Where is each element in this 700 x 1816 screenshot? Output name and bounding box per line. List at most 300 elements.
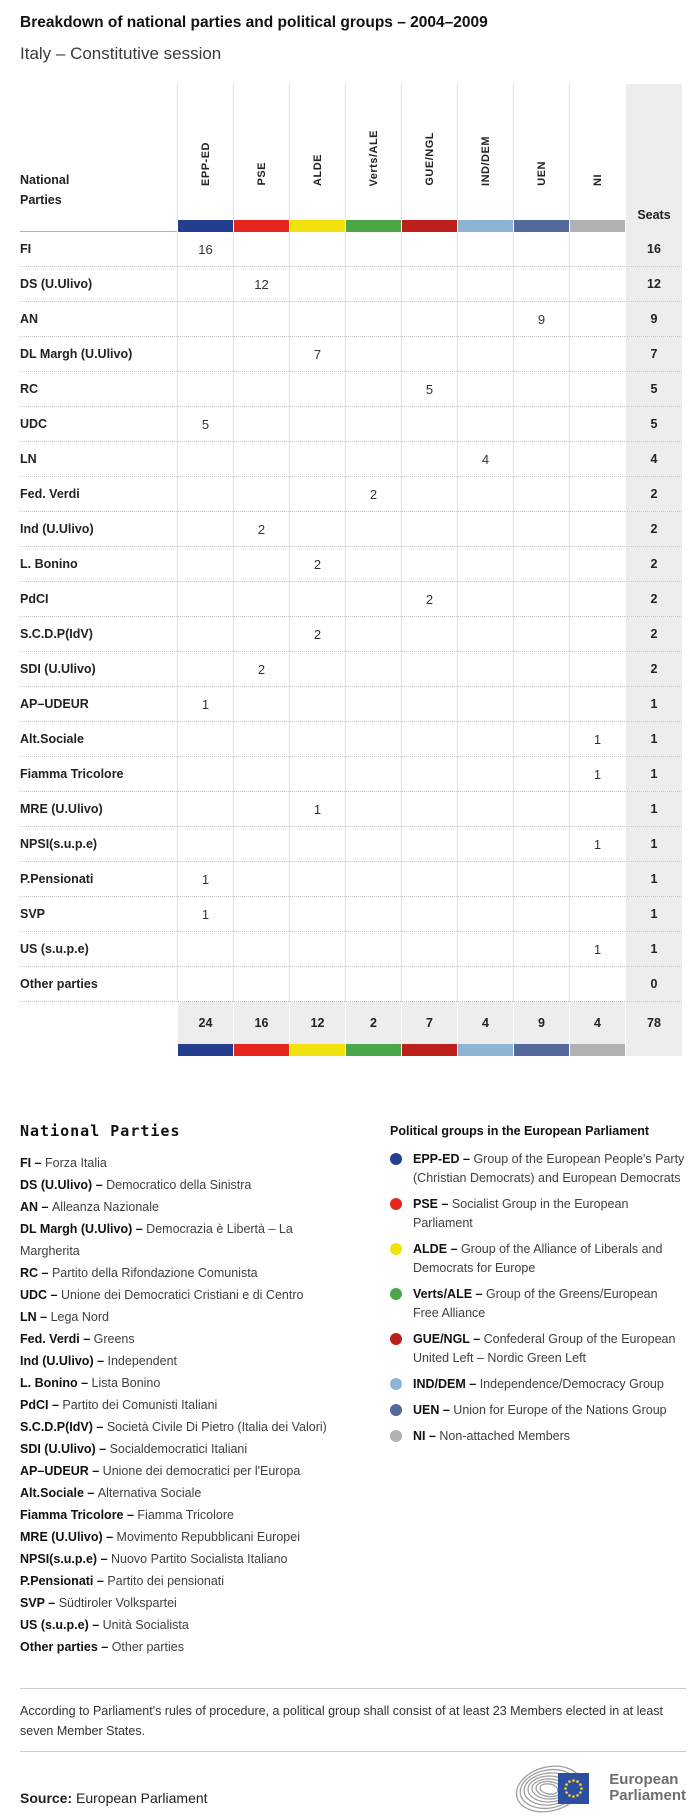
- seat-value-cell: 1: [289, 792, 345, 827]
- seat-value-cell: [177, 757, 233, 792]
- legend-section: [20, 1122, 686, 1658]
- seat-value-cell: [569, 792, 625, 827]
- group-total-cell: 24: [177, 1002, 233, 1044]
- seat-value-cell: [513, 722, 569, 757]
- seat-value-cell: [513, 652, 569, 687]
- party-seats-cell: 9: [625, 302, 682, 337]
- group-total-cell: 4: [569, 1002, 625, 1044]
- seat-value-cell: [345, 337, 401, 372]
- seat-value-cell: [457, 757, 513, 792]
- seat-value-cell: [289, 582, 345, 617]
- seat-value-cell: [513, 477, 569, 512]
- seat-value-cell: 2: [233, 652, 289, 687]
- group-column-header: GUE/NGL: [401, 84, 457, 220]
- seat-value-cell: [401, 617, 457, 652]
- group-color-swatch: [513, 220, 569, 232]
- national-party-legend-item: DL Margh (U.Ulivo) – Democrazia è Libertà – La Margherita: [20, 1222, 293, 1258]
- seat-value-cell: 2: [233, 512, 289, 547]
- row-header-label: National Parties: [20, 173, 70, 207]
- seat-value-cell: 9: [513, 302, 569, 337]
- seat-value-cell: [569, 687, 625, 722]
- group-color-dot-icon: [390, 1243, 402, 1255]
- party-name-cell: AN: [20, 302, 177, 337]
- party-name-cell: S.C.D.P(IdV): [20, 617, 177, 652]
- political-groups-legend-list: [390, 1150, 686, 1446]
- group-total-cell: 2: [345, 1002, 401, 1044]
- seat-value-cell: 1: [569, 932, 625, 967]
- seat-value-cell: [345, 862, 401, 897]
- seat-value-cell: [457, 932, 513, 967]
- seat-value-cell: 16: [177, 232, 233, 267]
- seat-value-cell: [345, 232, 401, 267]
- seat-value-cell: [513, 337, 569, 372]
- seat-value-cell: [233, 897, 289, 932]
- seat-value-cell: [569, 302, 625, 337]
- group-color-dot-icon: [390, 1430, 402, 1442]
- seat-value-cell: [289, 442, 345, 477]
- group-color-swatch: [289, 1044, 345, 1056]
- seat-value-cell: [289, 512, 345, 547]
- party-seats-cell: 2: [625, 512, 682, 547]
- political-groups-legend-heading: Political groups in the European Parliament: [390, 1124, 650, 1138]
- seats-column-header: Seats: [625, 84, 682, 232]
- seat-value-cell: [233, 442, 289, 477]
- party-seats-cell: 1: [625, 722, 682, 757]
- party-name-cell: Fed. Verdi: [20, 477, 177, 512]
- seat-value-cell: [401, 302, 457, 337]
- seat-value-cell: 2: [289, 617, 345, 652]
- seat-value-cell: [177, 967, 233, 1002]
- seat-value-cell: [513, 547, 569, 582]
- seat-value-cell: [401, 757, 457, 792]
- seat-value-cell: [569, 967, 625, 1002]
- political-groups-legend: [390, 1122, 686, 1658]
- group-color-swatch: [401, 1044, 457, 1056]
- seat-value-cell: [233, 337, 289, 372]
- national-party-legend-item: NPSI(s.u.p.e) – Nuovo Partito Socialista Italiano: [20, 1552, 288, 1566]
- party-seats-cell: 1: [625, 827, 682, 862]
- seat-value-cell: [233, 302, 289, 337]
- seat-value-cell: [345, 372, 401, 407]
- page-title: Breakdown of national parties and political groups – 2004–2009: [20, 14, 488, 31]
- seat-value-cell: [289, 897, 345, 932]
- group-total-cell: 12: [289, 1002, 345, 1044]
- national-party-legend-item: MRE (U.Ulivo) – Movimento Repubblicani Europei: [20, 1530, 300, 1544]
- party-name-cell: P.Pensionati: [20, 862, 177, 897]
- seat-value-cell: [401, 687, 457, 722]
- seat-value-cell: [401, 967, 457, 1002]
- seat-value-cell: [457, 232, 513, 267]
- group-color-swatch: [457, 1044, 513, 1056]
- seat-value-cell: [513, 267, 569, 302]
- national-party-legend-item: LN – Lega Nord: [20, 1310, 109, 1324]
- seat-value-cell: [289, 652, 345, 687]
- parliament-hemicycle-icon: [511, 1760, 603, 1816]
- seats-column-footer: [625, 1044, 682, 1056]
- seat-value-cell: [345, 687, 401, 722]
- seat-value-cell: [177, 827, 233, 862]
- party-name-cell: DS (U.Ulivo): [20, 267, 177, 302]
- national-parties-legend: [20, 1122, 350, 1658]
- seat-value-cell: [401, 722, 457, 757]
- seat-value-cell: [345, 652, 401, 687]
- group-column-header: Verts/ALE: [345, 84, 401, 220]
- seat-value-cell: [513, 617, 569, 652]
- seat-value-cell: [457, 267, 513, 302]
- seat-value-cell: [457, 547, 513, 582]
- national-party-legend-item: Ind (U.Ulivo) – Independent: [20, 1354, 178, 1368]
- seat-value-cell: [401, 827, 457, 862]
- seat-value-cell: [401, 337, 457, 372]
- party-seats-cell: 1: [625, 792, 682, 827]
- national-party-legend-item: Fiamma Tricolore – Fiamma Tricolore: [20, 1508, 234, 1522]
- seat-value-cell: [569, 232, 625, 267]
- seat-value-cell: [401, 897, 457, 932]
- party-seats-cell: 2: [625, 617, 682, 652]
- party-name-cell: RC: [20, 372, 177, 407]
- group-color-swatch: [569, 220, 625, 232]
- seat-value-cell: [177, 442, 233, 477]
- seat-value-cell: [177, 477, 233, 512]
- party-name-cell: DL Margh (U.Ulivo): [20, 337, 177, 372]
- seat-value-cell: [569, 582, 625, 617]
- party-seats-cell: 5: [625, 407, 682, 442]
- group-total-cell: 7: [401, 1002, 457, 1044]
- seat-value-cell: [513, 862, 569, 897]
- party-seats-cell: 1: [625, 897, 682, 932]
- seat-value-cell: [457, 967, 513, 1002]
- seat-value-cell: [177, 372, 233, 407]
- seat-value-cell: [513, 687, 569, 722]
- seat-value-cell: 1: [177, 862, 233, 897]
- seat-value-cell: [457, 897, 513, 932]
- seat-value-cell: [289, 967, 345, 1002]
- seat-value-cell: [401, 547, 457, 582]
- source-value: European Parliament: [76, 1790, 208, 1806]
- national-party-legend-item: SVP – Südtiroler Volkspartei: [20, 1596, 177, 1610]
- seat-value-cell: [513, 582, 569, 617]
- seat-value-cell: [233, 932, 289, 967]
- seat-value-cell: [345, 302, 401, 337]
- seat-value-cell: [177, 547, 233, 582]
- group-color-dot-icon: [390, 1153, 402, 1165]
- footer: [20, 1760, 686, 1816]
- breakdown-table: [20, 84, 681, 1056]
- seat-value-cell: [457, 722, 513, 757]
- national-party-legend-item: PdCI – Partito dei Comunisti Italiani: [20, 1398, 218, 1412]
- seat-value-cell: [289, 687, 345, 722]
- national-party-legend-item: DS (U.Ulivo) – Democratico della Sinistra: [20, 1178, 252, 1192]
- seat-value-cell: [569, 477, 625, 512]
- group-column-header: ALDE: [289, 84, 345, 220]
- party-name-cell: L. Bonino: [20, 547, 177, 582]
- party-seats-cell: 2: [625, 582, 682, 617]
- national-party-legend-item: Alt.Sociale – Alternativa Sociale: [20, 1486, 202, 1500]
- seat-value-cell: [345, 792, 401, 827]
- seat-value-cell: [401, 932, 457, 967]
- eu-flag-icon: [558, 1773, 589, 1804]
- party-seats-cell: 4: [625, 442, 682, 477]
- group-total-cell: 16: [233, 1002, 289, 1044]
- seat-value-cell: 1: [569, 757, 625, 792]
- seat-value-cell: [345, 827, 401, 862]
- seat-value-cell: [233, 827, 289, 862]
- seat-value-cell: [513, 757, 569, 792]
- party-seats-cell: 1: [625, 932, 682, 967]
- seat-value-cell: [569, 407, 625, 442]
- group-column-header: IND/DEM: [457, 84, 513, 220]
- party-seats-cell: 2: [625, 547, 682, 582]
- political-group-legend-item: EPP-ED – Group of the European People's Party (Christian Democrats) and European Democrats: [390, 1150, 686, 1188]
- seat-value-cell: [233, 232, 289, 267]
- seat-value-cell: [177, 932, 233, 967]
- seat-value-cell: [177, 792, 233, 827]
- seat-value-cell: [401, 232, 457, 267]
- seat-value-cell: [177, 302, 233, 337]
- seat-value-cell: [513, 897, 569, 932]
- group-column-header: UEN: [513, 84, 569, 220]
- seat-value-cell: [457, 372, 513, 407]
- seat-value-cell: [457, 302, 513, 337]
- party-seats-cell: 7: [625, 337, 682, 372]
- group-color-dot-icon: [390, 1333, 402, 1345]
- party-name-cell: SVP: [20, 897, 177, 932]
- seat-value-cell: [177, 337, 233, 372]
- seat-value-cell: [233, 792, 289, 827]
- seat-value-cell: [289, 372, 345, 407]
- party-name-cell: FI: [20, 232, 177, 267]
- political-group-legend-item: GUE/NGL – Confederal Group of the European United Left – Nordic Green Left: [390, 1330, 686, 1368]
- seat-value-cell: [345, 897, 401, 932]
- party-seats-cell: 16: [625, 232, 682, 267]
- seat-value-cell: [569, 512, 625, 547]
- party-seats-cell: 12: [625, 267, 682, 302]
- seat-value-cell: [569, 652, 625, 687]
- group-color-swatch: [233, 1044, 289, 1056]
- seat-value-cell: [233, 722, 289, 757]
- national-party-legend-item: S.C.D.P(IdV) – Società Civile Di Pietro (Italia dei Valori): [20, 1420, 327, 1434]
- seat-value-cell: [233, 862, 289, 897]
- seat-value-cell: [457, 827, 513, 862]
- row-header-underline: [20, 220, 177, 232]
- seat-value-cell: [233, 582, 289, 617]
- group-color-dot-icon: [390, 1288, 402, 1300]
- political-group-legend-item: NI – Non-attached Members: [390, 1427, 686, 1446]
- seat-value-cell: [513, 827, 569, 862]
- seat-value-cell: [233, 547, 289, 582]
- seat-value-cell: [513, 372, 569, 407]
- seat-value-cell: [401, 512, 457, 547]
- seat-value-cell: [289, 757, 345, 792]
- seat-value-cell: [401, 267, 457, 302]
- seat-value-cell: [401, 442, 457, 477]
- party-name-cell: Other parties: [20, 967, 177, 1002]
- seat-value-cell: [289, 722, 345, 757]
- seat-value-cell: [289, 232, 345, 267]
- group-color-dot-icon: [390, 1378, 402, 1390]
- seat-value-cell: [233, 617, 289, 652]
- party-seats-cell: 1: [625, 687, 682, 722]
- seat-value-cell: [233, 757, 289, 792]
- party-seats-cell: 1: [625, 757, 682, 792]
- seat-value-cell: [289, 827, 345, 862]
- seat-value-cell: [569, 337, 625, 372]
- seat-value-cell: [289, 267, 345, 302]
- party-name-cell: NPSI(s.u.p.e): [20, 827, 177, 862]
- seat-value-cell: [345, 967, 401, 1002]
- seat-value-cell: [401, 862, 457, 897]
- seat-value-cell: [233, 407, 289, 442]
- group-color-dot-icon: [390, 1404, 402, 1416]
- seat-value-cell: [513, 512, 569, 547]
- seat-value-cell: [457, 477, 513, 512]
- seat-value-cell: [401, 792, 457, 827]
- political-group-legend-item: PSE – Socialist Group in the European Parliament: [390, 1195, 686, 1233]
- national-party-legend-item: US (s.u.p.e) – Unità Socialista: [20, 1618, 189, 1632]
- seat-value-cell: [569, 862, 625, 897]
- seat-value-cell: [233, 687, 289, 722]
- party-seats-cell: 2: [625, 477, 682, 512]
- party-name-cell: SDI (U.Ulivo): [20, 652, 177, 687]
- seat-value-cell: [569, 442, 625, 477]
- seat-value-cell: 12: [233, 267, 289, 302]
- totals-row-spacer: [20, 1002, 177, 1044]
- divider: [20, 1688, 686, 1689]
- party-seats-cell: 2: [625, 652, 682, 687]
- party-name-cell: LN: [20, 442, 177, 477]
- group-color-swatch: [177, 220, 233, 232]
- group-color-swatch: [513, 1044, 569, 1056]
- national-party-legend-item: AN – Alleanza Nazionale: [20, 1200, 159, 1214]
- seat-value-cell: [177, 722, 233, 757]
- seat-value-cell: [513, 442, 569, 477]
- party-name-cell: MRE (U.Ulivo): [20, 792, 177, 827]
- group-total-cell: 9: [513, 1002, 569, 1044]
- national-party-legend-item: AP–UDEUR – Unione dei democratici per l'Europa: [20, 1464, 301, 1478]
- seat-value-cell: 1: [569, 722, 625, 757]
- seat-value-cell: [569, 547, 625, 582]
- party-seats-cell: 1: [625, 862, 682, 897]
- seat-value-cell: [457, 617, 513, 652]
- national-party-legend-item: P.Pensionati – Partito dei pensionati: [20, 1574, 225, 1588]
- group-column-header: PSE: [233, 84, 289, 220]
- seat-value-cell: 1: [569, 827, 625, 862]
- group-color-swatch: [177, 1044, 233, 1056]
- seat-value-cell: [233, 372, 289, 407]
- seat-value-cell: [513, 792, 569, 827]
- national-party-legend-item: L. Bonino – Lista Bonino: [20, 1376, 161, 1390]
- seat-value-cell: 1: [177, 687, 233, 722]
- seat-value-cell: [457, 582, 513, 617]
- political-group-legend-item: Verts/ALE – Group of the Greens/European Free Alliance: [390, 1285, 686, 1323]
- seat-value-cell: [457, 792, 513, 827]
- national-party-legend-item: Fed. Verdi – Greens: [20, 1332, 135, 1346]
- seat-value-cell: [345, 442, 401, 477]
- seat-value-cell: [345, 582, 401, 617]
- seat-value-cell: [457, 407, 513, 442]
- seat-value-cell: [401, 652, 457, 687]
- group-total-cell: 4: [457, 1002, 513, 1044]
- seat-value-cell: [513, 967, 569, 1002]
- seat-value-cell: [345, 757, 401, 792]
- group-color-swatch: [401, 220, 457, 232]
- seat-value-cell: [289, 302, 345, 337]
- seat-value-cell: [401, 477, 457, 512]
- seat-value-cell: 5: [177, 407, 233, 442]
- source-line: [20, 1790, 208, 1806]
- procedure-note: According to Parliament's rules of procedure, a political group shall consist of at least 23 Members elected in at least seven Member States.: [20, 1704, 663, 1738]
- group-column-header: NI: [569, 84, 625, 220]
- group-color-swatch: [569, 1044, 625, 1056]
- national-parties-legend-heading: National Parties: [20, 1122, 181, 1140]
- seat-value-cell: [345, 617, 401, 652]
- seat-value-cell: [569, 372, 625, 407]
- group-color-swatch: [345, 220, 401, 232]
- seat-value-cell: [513, 232, 569, 267]
- bottom-bar-spacer: [20, 1044, 177, 1056]
- seat-value-cell: [177, 512, 233, 547]
- source-label: Source:: [20, 1790, 73, 1806]
- seat-value-cell: 5: [401, 372, 457, 407]
- seat-value-cell: 4: [457, 442, 513, 477]
- seat-value-cell: [457, 337, 513, 372]
- party-name-cell: PdCI: [20, 582, 177, 617]
- seat-value-cell: [457, 687, 513, 722]
- seat-value-cell: [177, 267, 233, 302]
- seat-value-cell: [513, 932, 569, 967]
- national-party-legend-item: UDC – Unione dei Democratici Cristiani e di Centro: [20, 1288, 304, 1302]
- political-group-legend-item: ALDE – Group of the Alliance of Liberals and Democrats for Europe: [390, 1240, 686, 1278]
- seat-value-cell: [345, 722, 401, 757]
- party-seats-cell: 0: [625, 967, 682, 1002]
- seat-value-cell: 2: [401, 582, 457, 617]
- page-subtitle: Italy – Constitutive session: [20, 44, 222, 63]
- seat-value-cell: [233, 477, 289, 512]
- seat-value-cell: [177, 652, 233, 687]
- seat-value-cell: [457, 862, 513, 897]
- party-name-cell: AP–UDEUR: [20, 687, 177, 722]
- party-seats-cell: 5: [625, 372, 682, 407]
- seat-value-cell: [401, 407, 457, 442]
- seat-value-cell: 7: [289, 337, 345, 372]
- seat-value-cell: 1: [177, 897, 233, 932]
- seat-value-cell: [457, 512, 513, 547]
- political-group-legend-item: UEN – Union for Europe of the Nations Group: [390, 1401, 686, 1420]
- group-column-header: EPP-ED: [177, 84, 233, 220]
- seat-value-cell: [289, 477, 345, 512]
- party-name-cell: UDC: [20, 407, 177, 442]
- party-name-cell: Fiamma Tricolore: [20, 757, 177, 792]
- seat-value-cell: [513, 407, 569, 442]
- national-party-legend-item: SDI (U.Ulivo) – Socialdemocratici Italiani: [20, 1442, 248, 1456]
- seat-value-cell: [569, 897, 625, 932]
- group-color-dot-icon: [390, 1198, 402, 1210]
- european-parliament-logo: [511, 1760, 686, 1816]
- seat-value-cell: [345, 512, 401, 547]
- group-color-swatch: [457, 220, 513, 232]
- group-color-swatch: [289, 220, 345, 232]
- national-party-legend-item: FI – Forza Italia: [20, 1156, 107, 1170]
- national-party-legend-item: RC – Partito della Rifondazione Comunista: [20, 1266, 258, 1280]
- political-group-legend-item: IND/DEM – Independence/Democracy Group: [390, 1375, 686, 1394]
- seat-value-cell: [233, 967, 289, 1002]
- seat-value-cell: [569, 267, 625, 302]
- seat-value-cell: [345, 547, 401, 582]
- seat-value-cell: [177, 617, 233, 652]
- seat-value-cell: 2: [289, 547, 345, 582]
- national-party-legend-item: Other parties – Other parties: [20, 1640, 184, 1654]
- seat-value-cell: [289, 932, 345, 967]
